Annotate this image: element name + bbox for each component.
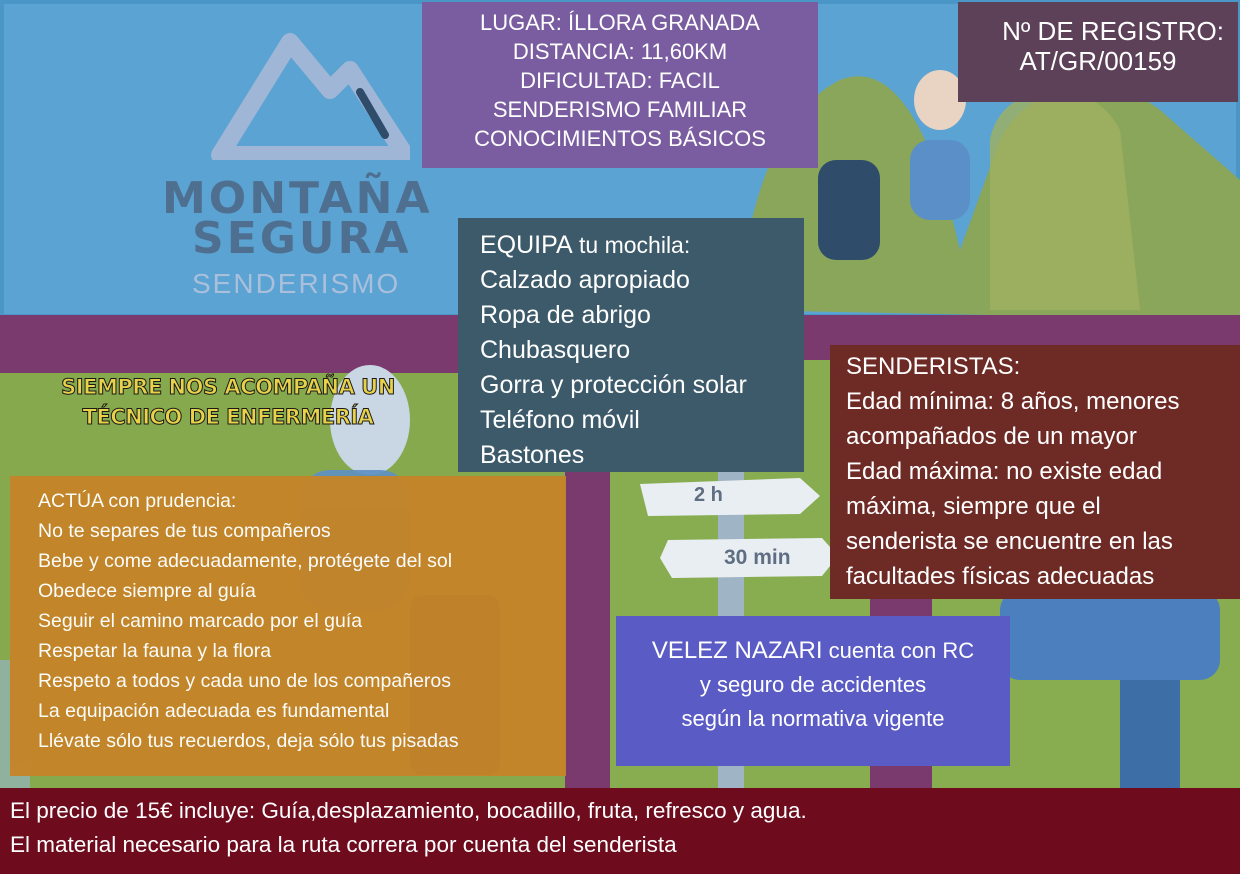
route-location: LUGAR: ÍLLORA GRANADA xyxy=(480,10,760,35)
company-name: VELEZ NAZARI xyxy=(651,637,823,664)
price-footer xyxy=(0,788,1240,874)
route-info-box xyxy=(422,2,818,168)
nurse-notice-line1: SIEMPRE NOS ACOMPAÑA UN xyxy=(61,375,395,399)
route-knowledge: CONOCIMIENTOS BÁSICOS xyxy=(474,126,766,151)
hikers-line: Edad máxima: no existe edad xyxy=(846,458,1163,485)
hikers-box xyxy=(830,345,1240,599)
sign-30min: 30 min xyxy=(724,546,791,569)
conduct-item: Llévate sólo tus recuerdos, deja sólo tus pisadas xyxy=(38,730,459,752)
equipment-item: Bastones xyxy=(480,441,585,469)
conduct-item: No te separes de tus compañeros xyxy=(38,520,331,542)
equipment-box xyxy=(458,218,804,472)
equipment-item: Gorra y protección solar xyxy=(480,371,747,399)
equipment-item: Ropa de abrigo xyxy=(480,301,651,329)
route-distance: DISTANCIA: 11,60KM xyxy=(512,39,728,64)
conduct-title xyxy=(38,486,566,516)
insurance-line3: según la normativa vigente xyxy=(681,706,945,731)
nurse-notice-line2: TÉCNICO DE ENFERMERÍA xyxy=(82,405,374,429)
hikers-line: senderista se encuentre en las xyxy=(846,528,1173,555)
price-line: El precio de 15€ incluye: Guía,desplazamiento, bocadillo, fruta, refresco y agua. xyxy=(10,798,807,823)
conduct-title-rest: con prudencia: xyxy=(103,490,237,512)
conduct-item: Bebe y come adecuadamente, protégete del sol xyxy=(38,550,453,572)
route-difficulty: DIFICULTAD: FACIL xyxy=(520,68,720,93)
logo xyxy=(150,30,460,300)
hikers-line: facultades físicas adecuadas xyxy=(846,563,1155,590)
equipment-item: Chubasquero xyxy=(480,336,631,364)
equipment-title-bold: EQUIPA xyxy=(480,231,573,259)
equipment-title xyxy=(480,228,804,263)
conduct-item: La equipación adecuada es fundamental xyxy=(38,700,390,722)
mountain-logo-icon xyxy=(210,30,410,160)
insurance-box xyxy=(616,616,1010,766)
conduct-item: Obedece siempre al guía xyxy=(38,580,256,602)
logo-title-line1: MONTAÑA xyxy=(162,173,433,224)
insurance-line1-rest: cuenta con RC xyxy=(822,638,975,663)
equipment-item: Calzado apropiado xyxy=(480,266,690,294)
conduct-item: Respeto a todos y cada uno de los compañeros xyxy=(38,670,452,692)
registration-label: Nº DE REGISTRO: xyxy=(1002,16,1224,46)
insurance-line1 xyxy=(616,634,1010,668)
registration-box xyxy=(958,2,1238,102)
hikers-line: Edad mínima: 8 años, menores xyxy=(846,388,1180,415)
hikers-title: SENDERISTAS: xyxy=(846,353,1021,380)
conduct-item: Seguir el camino marcado por el guía xyxy=(38,610,363,632)
material-line: El material necesario para la ruta correra por cuenta del senderista xyxy=(10,832,677,857)
route-type: SENDERISMO FAMILIAR xyxy=(492,97,748,122)
equipment-title-rest: tu mochila: xyxy=(572,232,691,258)
logo-subtitle: SENDERISMO xyxy=(192,268,401,299)
hikers-line: acompañados de un mayor xyxy=(846,423,1137,450)
conduct-item: Respetar la fauna y la flora xyxy=(38,640,272,662)
equipment-item: Teléfono móvil xyxy=(480,406,640,434)
registration-code: AT/GR/00159 xyxy=(1019,46,1177,76)
nurse-notice xyxy=(10,372,446,432)
conduct-title-bold: ACTÚA xyxy=(38,490,104,512)
logo-title-line2: SEGURA xyxy=(192,213,412,264)
sign-2h: 2 h xyxy=(694,484,723,506)
hikers-line: máxima, siempre que el xyxy=(846,493,1101,520)
conduct-box xyxy=(10,476,566,776)
insurance-line2: y seguro de accidentes xyxy=(699,672,927,697)
